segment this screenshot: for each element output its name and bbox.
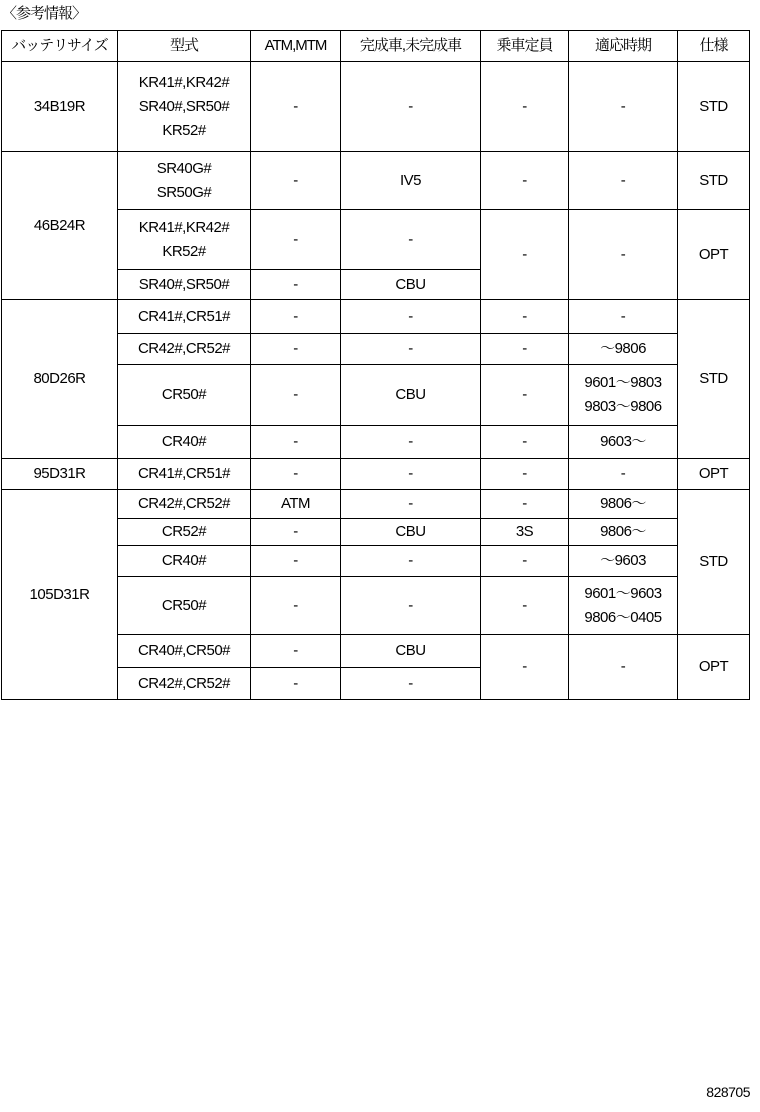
table-cell: CR41#,CR51# xyxy=(118,459,251,490)
table-cell: - xyxy=(251,546,341,577)
table-cell: - xyxy=(481,577,569,635)
table-cell: 3S xyxy=(481,519,569,546)
table-cell: - xyxy=(341,546,481,577)
table-cell: - xyxy=(251,270,341,300)
table-cell: CR42#,CR52# xyxy=(118,668,251,700)
table-cell: - xyxy=(341,300,481,334)
table-cell: - xyxy=(481,490,569,519)
table-header-row xyxy=(2,31,750,62)
table-cell: 95D31R xyxy=(2,459,118,490)
table-row xyxy=(2,459,750,490)
table-cell: CBU xyxy=(341,365,481,426)
section-title: 〈参考情報〉 xyxy=(2,5,87,22)
header-seating-capacity: 乗車定員 xyxy=(481,31,569,62)
table-cell: ATM xyxy=(251,490,341,519)
table-cell: OPT xyxy=(678,210,750,300)
table-cell: KR41#,KR42# SR40#,SR50# KR52# xyxy=(118,62,251,152)
table-cell: - xyxy=(251,300,341,334)
table-cell: - xyxy=(481,635,569,700)
header-vehicle-completion: 完成車,未完成車 xyxy=(341,31,481,62)
table-row xyxy=(2,300,750,334)
table-cell: - xyxy=(251,519,341,546)
table-cell: STD xyxy=(678,152,750,210)
table-row xyxy=(2,490,750,519)
table-body xyxy=(2,62,750,700)
table-cell: - xyxy=(251,210,341,270)
battery-reference-table xyxy=(1,30,750,700)
table-cell: CR42#,CR52# xyxy=(118,334,251,365)
table-cell: STD xyxy=(678,490,750,635)
header-spec: 仕様 xyxy=(678,31,750,62)
table-cell: - xyxy=(341,62,481,152)
table-cell: - xyxy=(341,459,481,490)
table-cell: KR41#,KR42# KR52# xyxy=(118,210,251,270)
table-cell: CR42#,CR52# xyxy=(118,490,251,519)
table-cell: - xyxy=(481,300,569,334)
table-cell: - xyxy=(341,668,481,700)
table-cell: 9806～ xyxy=(569,519,678,546)
table-cell: - xyxy=(481,365,569,426)
header-battery-size: バッテリサイズ xyxy=(2,31,118,62)
table-cell: - xyxy=(569,459,678,490)
table-cell: IV5 xyxy=(341,152,481,210)
table-cell: CR40#,CR50# xyxy=(118,635,251,668)
table-cell: - xyxy=(481,210,569,300)
table-cell: - xyxy=(481,334,569,365)
table-cell: CR41#,CR51# xyxy=(118,300,251,334)
table-cell: SR40#,SR50# xyxy=(118,270,251,300)
table-cell: SR40G# SR50G# xyxy=(118,152,251,210)
table-cell: - xyxy=(569,210,678,300)
table-cell: CR50# xyxy=(118,365,251,426)
table-cell: 105D31R xyxy=(2,490,118,700)
table-cell: - xyxy=(481,459,569,490)
table-cell: - xyxy=(569,300,678,334)
table-cell: - xyxy=(481,426,569,459)
table-cell: CR40# xyxy=(118,546,251,577)
table-cell: CR50# xyxy=(118,577,251,635)
table-row xyxy=(2,152,750,210)
table-cell: - xyxy=(341,334,481,365)
table-row xyxy=(2,62,750,152)
header-applicable-period: 適応時期 xyxy=(569,31,678,62)
table-cell: - xyxy=(569,62,678,152)
table-cell: OPT xyxy=(678,459,750,490)
table-cell: - xyxy=(251,62,341,152)
table-cell: - xyxy=(251,334,341,365)
table-cell: CR40# xyxy=(118,426,251,459)
table-cell: 34B19R xyxy=(2,62,118,152)
table-cell: 9601～9603 9806～0405 xyxy=(569,577,678,635)
table-cell: - xyxy=(481,62,569,152)
table-cell: OPT xyxy=(678,635,750,700)
table-cell: - xyxy=(251,635,341,668)
table-cell: CR52# xyxy=(118,519,251,546)
table-cell: ～9603 xyxy=(569,546,678,577)
table-cell: ～9806 xyxy=(569,334,678,365)
header-model: 型式 xyxy=(118,31,251,62)
table-cell: - xyxy=(341,577,481,635)
table-cell: - xyxy=(569,152,678,210)
table-cell: 9806～ xyxy=(569,490,678,519)
table-cell: - xyxy=(251,577,341,635)
table-cell: 80D26R xyxy=(2,300,118,459)
table-cell: 9601～9803 9803～9806 xyxy=(569,365,678,426)
table-cell: - xyxy=(251,152,341,210)
table-cell: - xyxy=(481,152,569,210)
table-cell: - xyxy=(341,426,481,459)
table-cell: - xyxy=(481,546,569,577)
table-cell: - xyxy=(341,490,481,519)
table-cell: 46B24R xyxy=(2,152,118,300)
table-cell: CBU xyxy=(341,270,481,300)
table-cell: - xyxy=(251,365,341,426)
table-cell: 9603～ xyxy=(569,426,678,459)
table-cell: - xyxy=(251,668,341,700)
table-cell: CBU xyxy=(341,519,481,546)
table-cell: CBU xyxy=(341,635,481,668)
header-transmission: ATM,MTM xyxy=(251,31,341,62)
table-cell: - xyxy=(341,210,481,270)
table-cell: STD xyxy=(678,300,750,459)
table-cell: - xyxy=(251,459,341,490)
table-cell: - xyxy=(569,635,678,700)
table-cell: - xyxy=(251,426,341,459)
document-number: 828705 xyxy=(706,1084,750,1100)
table-cell: STD xyxy=(678,62,750,152)
